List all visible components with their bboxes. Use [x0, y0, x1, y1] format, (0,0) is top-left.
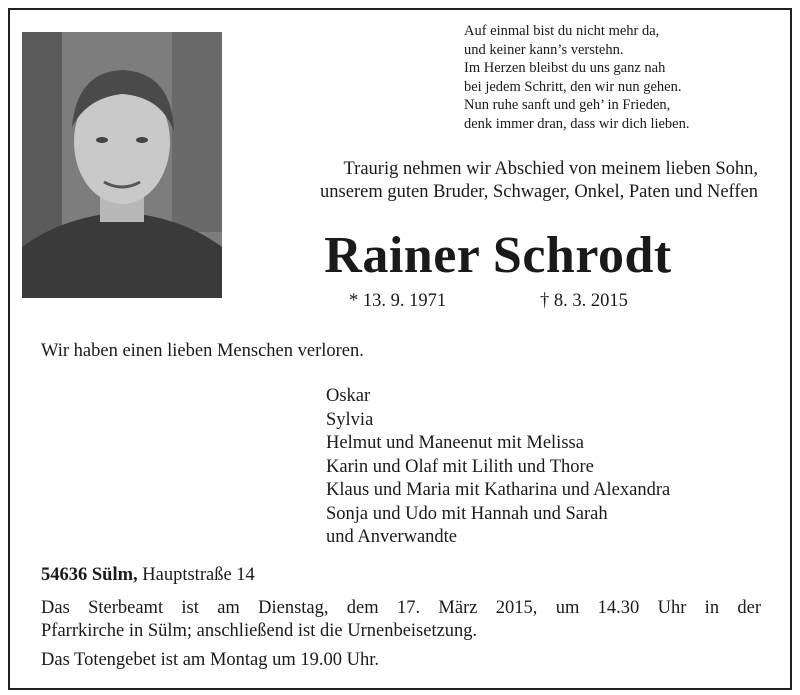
funeral-line: Pfarrkirche in Sülm; anschließend ist die Urnenbeisetzung.: [41, 621, 478, 641]
family-member: und Anverwandte: [326, 527, 458, 547]
family-member: Oskar: [326, 386, 371, 406]
address: [41, 565, 255, 586]
poem-line: Im Herzen bleibst du uns ganz nah: [464, 60, 666, 77]
poem-line: und keiner kann’s verstehn.: [464, 41, 624, 58]
funeral-line: Das Sterbeamt ist am Dienstag, dem 17. März 2015, um 14.30 Uhr in der: [41, 598, 761, 618]
poem-line: Auf einmal bist du nicht mehr da,: [464, 23, 660, 39]
intro-line: unserem guten Bruder, Schwager, Onkel, Paten und Neffen: [320, 182, 758, 202]
funeral-info: [41, 597, 761, 643]
address-street: Hauptstraße 14: [142, 565, 255, 585]
family-member: Klaus und Maria mit Katharina und Alexandra: [326, 480, 671, 500]
poem-line: Nun ruhe sanft und geh’ in Frieden,: [464, 97, 671, 114]
poem-line: bei jedem Schritt, den wir nun gehen.: [464, 78, 682, 95]
death-date: † 8. 3. 2015: [540, 291, 628, 311]
family-member: Helmut und Maneenut mit Melissa: [326, 433, 584, 453]
family-member: Sonja und Udo mit Hannah und Sarah: [326, 503, 608, 524]
family-member: Sylvia: [326, 409, 374, 430]
poem-line: denk immer dran, dass wir dich lieben.: [464, 115, 690, 132]
family-list: [326, 385, 670, 550]
birth-date: * 13. 9. 1971: [349, 291, 447, 311]
deceased-name: Rainer Schrodt: [324, 227, 672, 284]
poem: [464, 22, 690, 134]
address-place: 54636 Sülm,: [41, 565, 138, 585]
portrait-photo: [22, 32, 222, 298]
intro-line: Traurig nehmen wir Abschied von meinem lieben Sohn,: [343, 159, 758, 179]
prayer-info: Das Totengebet ist am Montag um 19.00 Uhr.: [41, 650, 380, 670]
lost-statement: Wir haben einen lieben Menschen verloren.: [41, 341, 364, 361]
family-member: Karin und Olaf mit Lilith und Thore: [326, 456, 594, 477]
intro-text: [238, 158, 758, 204]
